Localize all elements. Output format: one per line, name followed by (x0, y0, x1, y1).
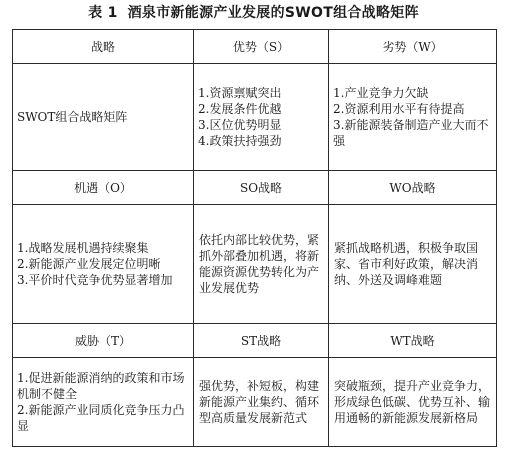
list-item: 2.新能源产业同质化竞争压力凸显 (17, 403, 185, 433)
table-caption (0, 4, 507, 22)
wt-strategy-cell: 突破瓶颈，提升产业竞争力，形成绿色低碳、优势互补、输用通畅的新能源发展新格局 (329, 358, 497, 447)
table-row (13, 30, 497, 64)
list-item: 1.促进新能源消纳的政策和市场机制不健全 (17, 371, 185, 401)
list-item: 1.资源禀赋突出 (198, 86, 282, 100)
wo-header-cell: WO战略 (329, 171, 497, 205)
wt-header-cell: WT战略 (329, 324, 497, 358)
table-row (13, 324, 497, 358)
table-row (13, 171, 497, 205)
matrix-label-cell: SWOT组合战略矩阵 (13, 64, 194, 171)
swot-matrix-table (12, 29, 497, 447)
list-item: 1.产业竞争力欠缺 (333, 86, 429, 100)
list-item: 3.新能源装备制造产业大而不强 (333, 118, 489, 148)
threats-header-cell: 威胁（T） (13, 324, 194, 358)
st-header-cell: ST战略 (194, 324, 329, 358)
list-item: 4.政策扶持强劲 (198, 134, 282, 148)
list-item: 3.平价时代竞争优势显著增加 (17, 273, 173, 287)
list-item: 3.区位优势明显 (198, 118, 282, 132)
threats-list-cell (13, 358, 194, 447)
so-header-cell: SO战略 (194, 171, 329, 205)
weaknesses-list-cell (329, 64, 497, 171)
so-strategy-cell: 依托内部比较优势，紧抓外部叠加机遇，将新能源资源优势转化为产业发展优势 (194, 205, 329, 324)
table-number: 表 1 (88, 5, 118, 21)
table-row (13, 205, 497, 324)
strengths-list-cell (194, 64, 329, 171)
list-item: 2.发展条件优越 (198, 102, 282, 116)
corner-header-cell: 战略 (13, 30, 194, 64)
strengths-header-cell: 优势（S） (194, 30, 329, 64)
list-item: 1.战略发展机遇持续聚集 (17, 241, 149, 255)
list-item: 2.资源利用水平有待提高 (333, 102, 465, 116)
list-item: 2.新能源产业发展定位明晰 (17, 257, 161, 271)
opportunities-list-cell (13, 205, 194, 324)
table-title: 酒泉市新能源产业发展的SWOT组合战略矩阵 (127, 5, 419, 21)
table-row (13, 64, 497, 171)
st-strategy-cell: 强优势，补短板，构建新能源产业集约、循环型高质量发展新范式 (194, 358, 329, 447)
opportunities-header-cell: 机遇（O） (13, 171, 194, 205)
table-row (13, 358, 497, 447)
weaknesses-header-cell: 劣势（W） (329, 30, 497, 64)
wo-strategy-cell: 紧抓战略机遇，积极争取国家、省市利好政策，解决消纳、外送及调峰难题 (329, 205, 497, 324)
